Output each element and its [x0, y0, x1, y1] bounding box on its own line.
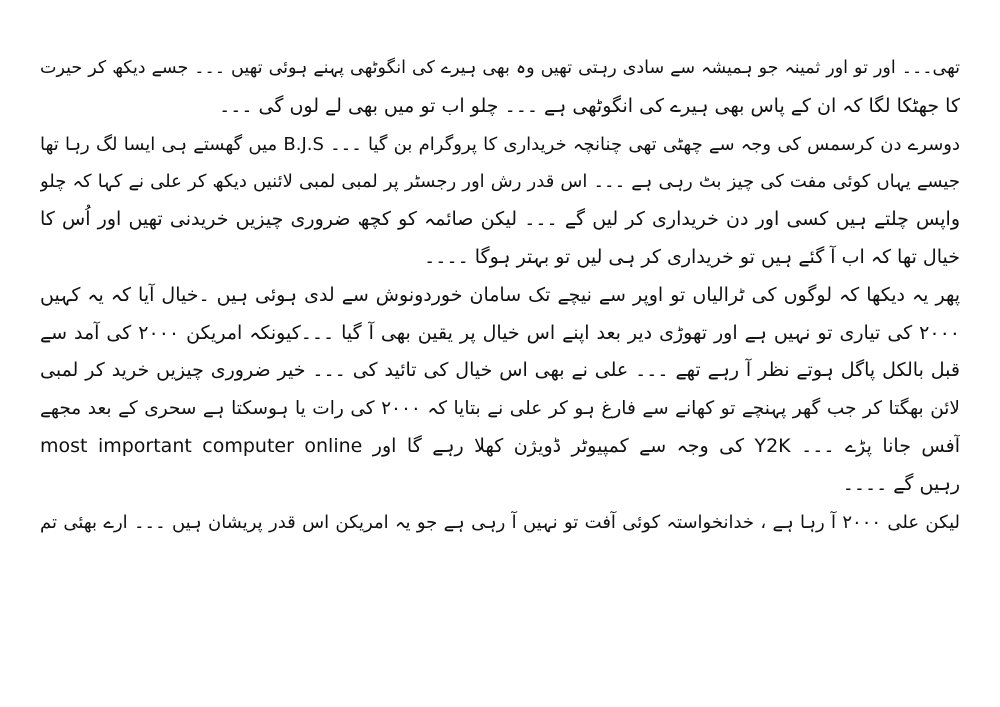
text-line: پھر یہ دیکھا کہ لوگوں کی ٹرالیاں تو اوپر سے نیچے تک سامان خوردونوش سے لدی ہوئی ہیں ۔خیال آیا کہ یہ کہیں — [40, 283, 960, 306]
text-line: قبل بالکل پاگل ہوتے نظر آ رہے تھے ۔۔۔ علی نے بھی اس خیال کی تائید کی ۔۔۔ خیر ضروری چیزیں خرید کر لمبی — [40, 359, 960, 382]
text-line: رہیں گے ۔۔۔۔ — [842, 472, 960, 495]
text-line: واپس چلتے ہیں کسی اور دن خریداری کر لیں گے ۔۔۔ لیکن صائمہ کو کچھ ضروری چیزیں خریدنی تھیں اور اُس کا — [40, 208, 960, 231]
text-line: جیسے یہاں کوئی مفت کی چیز بٹ رہی ہے ۔۔۔ اس قدر رش اور رجسٹر پر لمبی لمبی لائنیں دیکھ کر علی نے کہا کہ چلو — [40, 171, 960, 193]
text-line: لیکن علی ۲۰۰۰ آ رہا ہے ، خدانخواستہ کوئی آفت تو نہیں آ رہی ہے جو یہ امریکن اس قدر پریشان ہیں ۔۔۔ ارے بھئی تم — [40, 511, 960, 533]
text-line: آفس جانا پڑے ۔۔۔ Y2K کی وجہ سے کمپیوٹر ڈویژن کھلا رہے گا اور most important computer online — [40, 434, 960, 457]
text-line: لائن بھگتا کر جب گھر پہنچے تو کھانے سے فارغ ہو کر علی نے بتایا کہ ۲۰۰۰ کی رات یا ہوسکتا ہے سحری کے بعد مجھے — [40, 398, 960, 420]
text-line: خیال تھا کہ اب آ گئے ہیں تو خریداری کر ہی لیں تو بہتر ہوگا ۔۔۔۔ — [424, 245, 960, 268]
text-line: دوسرے دن کرسمس کی وجہ سے چھٹی تھی چنانچہ خریداری کا پروگرام بن گیا ۔۔۔ B.J.S میں گھستے ہی ایسا لگ رہا تھا — [40, 133, 960, 155]
urdu-text-body — [40, 50, 960, 541]
text-line: ۲۰۰۰ کی تیاری تو نہیں ہے اور تھوڑی دیر بعد اپنے اس خیال پر یقین بھی آ گیا ۔۔۔کیونکہ امریکن ۲۰۰۰ کی آمد سے — [40, 321, 960, 344]
text-line: تھی۔۔۔ اور تو اور ثمینہ جو ہمیشہ سے سادی رہتی تھیں وہ بھی ہیرے کی انگوٹھی پہنے ہوئی تھیں ۔۔۔ جسے دیکھ کر حیرت — [40, 58, 960, 78]
text-line: کا جھٹکا لگا کہ ان کے پاس بھی ہیرے کی انگوٹھی ہے ۔۔۔ چلو اب تو میں بھی لے لوں گی ۔۔۔ — [219, 94, 960, 117]
